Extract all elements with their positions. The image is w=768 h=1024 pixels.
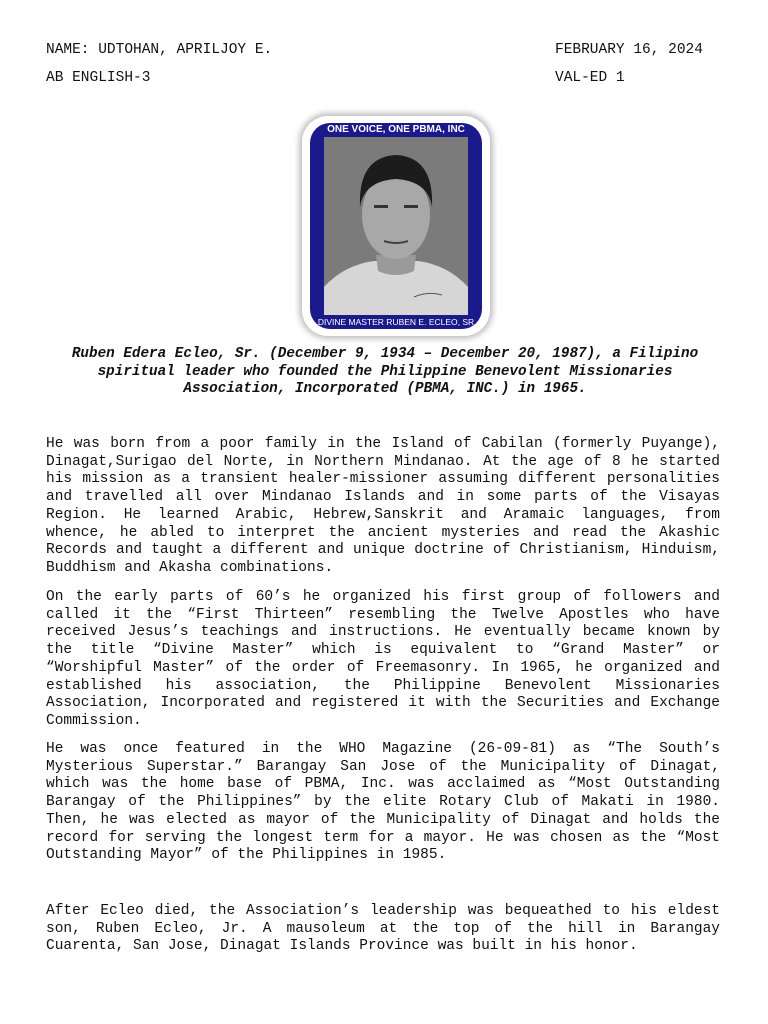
portrait-photo <box>324 137 468 315</box>
header-row-1 <box>46 42 715 60</box>
portrait-frame <box>302 116 490 336</box>
course-label: AB ENGLISH-3 <box>46 70 151 86</box>
document-date: FEBRUARY 16, 2024 <box>555 42 703 58</box>
student-name: NAME: UDTOHAN, APRILJOY E. <box>46 42 273 58</box>
portrait-image <box>324 137 468 315</box>
photo-caption: Ruben Edera Ecleo, Sr. (December 9, 1934 – December 20, 1987), a Filipino spiritual leader who founded the Philippine Benevolent Missionaries Association, Incorporated (PBMA, INC.) in 1965. <box>71 346 699 398</box>
portrait-bottom-text: DIVINE MASTER RUBEN E. ECLEO, SR <box>317 317 475 327</box>
subject-label: VAL-ED 1 <box>555 70 625 86</box>
body-paragraph-3: He was once featured in the WHO Magazine (26-09-81) as “The South’s Mysterious Superstar.” Barangay San Jose of the Municipality of Dinagat, which was the home base of PBMA, Inc. was acclaimed as “Most Outstanding Barangay of the Philippines” by the elite Rotary Club of Makati in 1980. Then, he was elected as mayor of the Municipality of Dinagat and holds the record for serving the longest term for a mayor. He was chosen as the “Most Outstanding Mayor” of the Philippines in 1985. <box>46 741 720 864</box>
header-row-2 <box>46 70 715 88</box>
portrait-top-text: ONE VOICE, ONE PBMA, INC <box>327 124 465 135</box>
body-paragraph-2: On the early parts of 60’s he organized his first group of followers and called it the “First Thirteen” resembling the Twelve Apostles who have received Jesus’s teachings and instructions. He eventually became known by the title “Divine Master” which is equivalent to “Grand Master” or “Worshipful Master” of the order of Freemasonry. In 1965, he organized and established his association, the Philippine Benevolent Missionaries Association, Incorporated and registered it with the Securities and Exchange Commission. <box>46 589 720 729</box>
body-paragraph-4: After Ecleo died, the Association’s leadership was bequeathed to his eldest son, Ruben Ecleo, Jr. A mausoleum at the top of the hill in Barangay Cuarenta, San Jose, Dinagat Islands Province was built in his honor. <box>46 903 720 955</box>
body-paragraph-1: He was born from a poor family in the Island of Cabilan (formerly Puyange), Dinagat,Surigao del Norte, in Northern Mindanao. At the age of 8 he started his mission as a transient healer-missioner assuming different personalities and travelled all over Mindanao Islands and in some parts of the Visayas Region. He learned Arabic, Hebrew,Sanskrit and Aramaic languages, from whence, he abled to interpret the ancient mysteries and read the Akashic Records and taught a different and unique doctrine of Christianism, Hinduism, Buddhism and Akasha combinations. <box>46 436 720 576</box>
portrait-border <box>310 123 482 329</box>
